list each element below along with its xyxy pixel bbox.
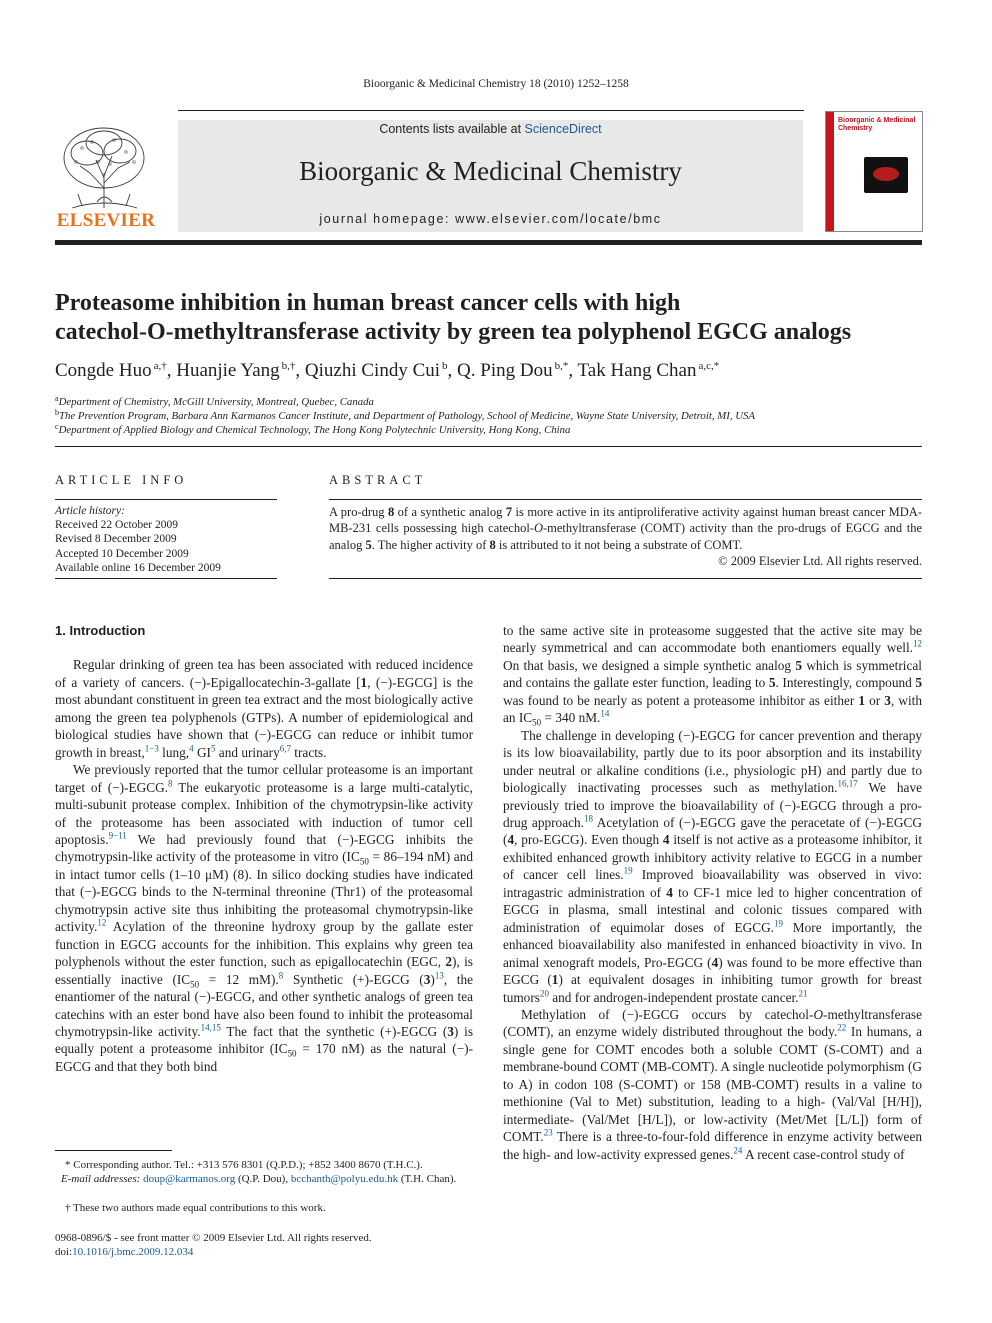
article-info-heading: ARTICLE INFO	[55, 473, 188, 487]
affiliation: $^c$Department of Applied Biology and Chemical Technology, The Hong Kong Polytechnic University, Hong Kong, China	[55, 422, 571, 436]
affiliation: $^a$Department of Chemistry, McGill University, Montreal, Quebec, Canada	[55, 394, 374, 408]
email-link[interactable]: doup@karmanos.org	[143, 1173, 236, 1185]
divider	[55, 499, 277, 500]
author[interactable]: Qiuzhi Cindy Cui $^b$	[304, 360, 448, 381]
revised-date: Revised 8 December 2009	[55, 533, 177, 545]
sciencedirect-link[interactable]: ScienceDirect	[524, 122, 602, 136]
article-title: Proteasome inhibition in human breast cancer cells with high catechol-O-methyltransferase activity by green tea polyphenol EGCG analogs	[55, 290, 852, 345]
copyright: © 2009 Elsevier Ltd. All rights reserved.	[718, 554, 922, 569]
affiliation: $^b$The Prevention Program, Barbara Ann Karmanos Cancer Institute, and Department of Pathology, School of Medicine, Wayne State University, Detroit, MI, USA	[55, 408, 756, 422]
footnote-rule	[55, 1150, 172, 1151]
contents-line: Contents lists available at ScienceDirect	[379, 122, 602, 136]
header-rule	[178, 110, 804, 111]
online-date: Available online 16 December 2009	[55, 562, 221, 574]
elsevier-wordmark: ELSEVIER	[56, 210, 156, 231]
cover-spine	[826, 112, 834, 231]
journal-citation: Bioorganic & Medicinal Chemistry 18 (2010) 1252–1258	[363, 78, 629, 90]
author-list: Congde Huo $^{a,\dagger}$, Huanjie Yang $^{b,\dagger}$, Qiuzhi Cindy Cui $^b$, Q. Ping Dou $^{b,*}$, Tak Hang Chan $^{a,c,*}$	[55, 360, 720, 381]
divider	[55, 578, 277, 579]
doi-line: doi:10.1016/j.bmc.2009.12.034	[55, 1246, 194, 1258]
issn-line: 0968-0896/$ - see front matter © 2009 Elsevier Ltd. All rights reserved.	[55, 1232, 372, 1244]
divider	[329, 578, 922, 579]
footnote-equal-contribution: † These two authors made equal contributions to this work.	[65, 1202, 326, 1214]
doi-link[interactable]: 10.1016/j.bmc.2009.12.034	[72, 1246, 194, 1258]
journal-name: Bioorganic & Medicinal Chemistry	[299, 156, 682, 186]
author[interactable]: Huanjie Yang $^{b,\dagger}$	[176, 360, 296, 381]
footnote-emails: E-mail addresses: doup@karmanos.org (Q.P. Dou), bcchanth@polyu.edu.hk (T.H. Chan).	[61, 1173, 457, 1185]
divider	[329, 499, 922, 500]
received-date: Received 22 October 2009	[55, 519, 178, 531]
footnote-corresponding: * Corresponding author. Tel.: +313 576 8301 (Q.P.D.); +852 3400 8670 (T.H.C.).	[65, 1159, 423, 1171]
body-column-right: to the same active site in proteasome suggested that the active site may be nearly symmetrical and can accommodate both enantiomers equally well.$^{12}$ On that basis, we designed a simple synthetic analog 5 which is symmetrical and contains the gallate ester function, leading to 5. Interestingly, compound 5 was found to be nearly as potent a proteasome inhibitor as either 1 or 3, with an $IC_{50} = 340$ nM.$^{14}$ The challenge in developing (−)-EGCG for cancer prevention and therapy is its low bioavailability, partly due to its poor absorption and its instability under neutral or alkaline conditions (i.e., physiologic pH) and partly due to biologically inactivating processes such as methylation.$^{16,17}$ We have previously tried to improve the bioavailability of (−)-EGCG through a pro-drug approach.$^{18}$ Acetylation of (−)-EGCG gave the peracetate of (−)-EGCG (4, pro-EGCG). Even though 4 itself is not active as a proteasome inhibitor, it exhibited enhanced growth inhibitory activity relative to EGCG in a number of cancer cell lines.$^{19}$ Improved bioavailability was observed in vivo: intragastric administration of 4 to CF-1 mice led to higher concentration of EGCG in plasma, small intestinal and colonic tissues compared with administration of equimolar doses of EGCG.$^{19}$ More importantly, the enhanced bioavailability also manifested in enhanced bioactivity in vivo. In animal xenograft models, Pro-EGCG (4) was found to be more effective than EGCG (1) at equivalent dosages in inhibiting tumor growth for breast tumors$^{20}$ and for androgen-independent prostate cancer.$^{21}$ Methylation of (−)-EGCG occurs by catechol-O-methyltransferase (COMT), an enzyme widely distributed throughout the body.$^{22}$ In humans, a single gene for COMT encodes both a soluble COMT (S-COMT) and a membrane-bound COMT (MB-COMT). A single nucleotide polymorphism (G to A) in codon 108 (S-COMT) or 158 (MB-COMT) results in a valine to methionine (Val to Met) substitution, leading to a high- (Val/Val [H/H]), intermediate- (Val/Met [H/L]), or low-activity (Met/Met [L/L]) form of COMT.$^{23}$ There is a three-to-four-fold difference in enzyme activity between the high- and low-activity expressed genes.$^{24}$ A recent case-control study of	[503, 623, 923, 1162]
author[interactable]: Tak Hang Chan $^{a,c,*}$	[577, 360, 720, 381]
author[interactable]: Congde Huo $^{a,\dagger}$	[55, 360, 167, 381]
journal-cover-thumbnail[interactable]	[825, 111, 923, 232]
journal-banner	[178, 120, 803, 232]
accepted-date: Accepted 10 December 2009	[55, 548, 189, 560]
abstract-text: A pro-drug 8 of a synthetic analog 7 is more active in its antiproliferative activity against human breast cancer MDA-MB-231 cells possessing high catechol-O-methyltransferase (COMT) activity than the pro-drugs of EGCG and the analog 5. The higher activity of 8 is attributed to it not being a substrate of COMT. © 2009 Elsevier Ltd. All rights reserved.	[329, 505, 923, 569]
header-thick-rule	[55, 240, 922, 245]
body-column-left: 1. Introduction Regular drinking of green tea has been associated with reduced incidence of a variety of cancers. (−)-Epigallocatechin-3-gallate [1, (−)-EGCG] is the most abundant constituent in green tea extract and the most biologically active among the green tea polyphenols (GTPs). A number of epidemiological and biological studies have shown that (−)-EGCG can reduce or inhibit tumor growth in breast,$^{1-3}$ lung,$^4$ $GI^5$ and urinary$^{6,7}$ tracts. We previously reported that the tumor cellular proteasome is an important target of (−)-EGCG.$^8$ The eukaryotic proteasome is a large multi-catalytic, multi-subunit protease complex. Inhibition of the chymotrypsin-like activity of the proteasome has been associated with induction of tumor cell apoptosis.$^{9-11}$ We had previously found that (−)-EGCG inhibits the chymotrypsin-like activity of the proteasome in vitro ($IC_{50} = 86-194$ nM) and in intact tumor cells (1–10 μM) (8). In silico docking studies have indicated that (−)-EGCG binds to the N-terminal threonine (Thr1) of the proteasomal chymotrypsin active site thus inhibiting the proteasomal chymotrypsin-like activity.$^{12}$ Acylation of the threonine hydroxy group by the gallate ester function in EGCG accounts for the inhibition. This explains why green tea polyphenols without the ester function, such as epigallocatechin (EGC, 2), is essentially inactive ($IC_{50} = 12$ mM).$^8$ Synthetic (+)-EGCG $(3)^{13}$, the enantiomer of the natural (−)-EGCG, and other synthetic analogs of green tea catechins with an ester bond have also been found to inhibit the proteasomal chymotrypsin-like activity.$^{14,15}$ The fact that the synthetic (+)-EGCG (3) is equally potent a proteasome inhibitor ($IC_{50} = 170$ nM) as the natural (−)-EGCG and that they both bind	[55, 623, 473, 1074]
divider	[55, 446, 922, 447]
journal-homepage[interactable]: journal homepage: www.elsevier.com/locate/bmc	[319, 212, 662, 226]
email-link[interactable]: bcchanth@polyu.edu.hk	[290, 1173, 399, 1185]
cover-title: Bioorganic & Medicinal Chemistry	[838, 117, 916, 132]
section-heading: 1. Introduction	[55, 623, 146, 638]
cover-molecule	[873, 167, 899, 181]
abstract-heading: ABSTRACT	[329, 473, 427, 487]
author[interactable]: Q. Ping Dou $^{b,*}$	[457, 360, 569, 381]
history-label: Article history:	[55, 505, 125, 517]
